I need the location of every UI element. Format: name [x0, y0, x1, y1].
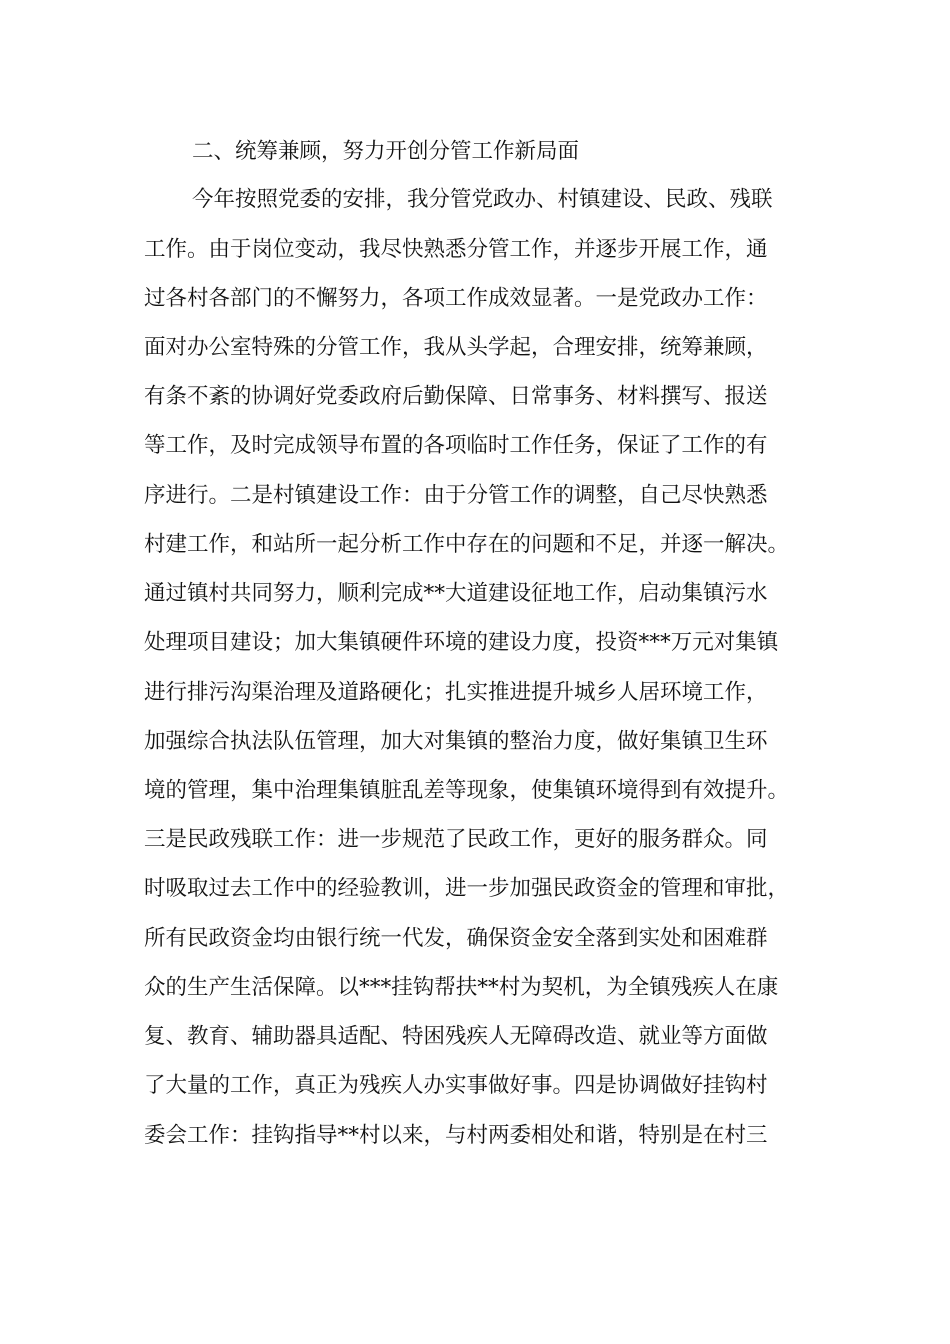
paragraph-line: 复、教育、辅助器具适配、特困残疾人无障碍改造、就业等方面做 [144, 1024, 768, 1049]
paragraph-line: 三是民政残联工作：进一步规范了民政工作，更好的服务群众。同 [144, 827, 768, 852]
paragraph-line: 所有民政资金均由银行统一代发，确保资金安全落到实处和困难群 [144, 926, 768, 951]
paragraph-line: 村建工作，和站所一起分析工作中存在的问题和不足，并逐一解决。 [144, 532, 790, 557]
paragraph-line: 境的管理，集中治理集镇脏乱差等现象，使集镇环境得到有效提升。 [144, 778, 790, 803]
paragraph-line: 众的生产生活保障。以***挂钩帮扶**村为契机，为全镇残疾人在康 [144, 975, 779, 1000]
paragraph-line: 序进行。二是村镇建设工作：由于分管工作的调整，自己尽快熟悉 [144, 483, 768, 508]
paragraph-line: 等工作，及时完成领导布置的各项临时工作任务，保证了工作的有 [144, 433, 768, 458]
paragraph-line: 处理项目建设；加大集镇硬件环境的建设力度，投资***万元对集镇 [144, 630, 779, 655]
paragraph-line: 加强综合执法队伍管理，加大对集镇的整治力度，做好集镇卫生环 [144, 729, 768, 754]
paragraph-line: 面对办公室特殊的分管工作，我从头学起，合理安排，统筹兼顾， [144, 335, 768, 360]
paragraph-line: 有条不紊的协调好党委政府后勤保障、日常事务、材料撰写、报送 [144, 384, 768, 409]
paragraph-line: 过各村各部门的不懈努力，各项工作成效显著。一是党政办工作： [144, 286, 768, 311]
section-heading: 二、统筹兼顾，努力开创分管工作新局面 [192, 139, 580, 164]
paragraph-line: 了大量的工作，真正为残疾人办实事做好事。四是协调做好挂钩村 [144, 1073, 768, 1098]
paragraph-line: 委会工作：挂钩指导**村以来，与村两委相处和谐，特别是在村三 [144, 1123, 768, 1148]
paragraph-line: 工作。由于岗位变动，我尽快熟悉分管工作，并逐步开展工作，通 [144, 237, 768, 262]
paragraph-line: 通过镇村共同努力，顺利完成**大道建设征地工作，启动集镇污水 [144, 581, 768, 606]
paragraph-line: 进行排污沟渠治理及道路硬化；扎实推进提升城乡人居环境工作， [144, 680, 768, 705]
paragraph-line: 时吸取过去工作中的经验教训，进一步加强民政资金的管理和审批， [144, 876, 790, 901]
paragraph-line: 今年按照党委的安排，我分管党政办、村镇建设、民政、残联 [192, 187, 773, 212]
